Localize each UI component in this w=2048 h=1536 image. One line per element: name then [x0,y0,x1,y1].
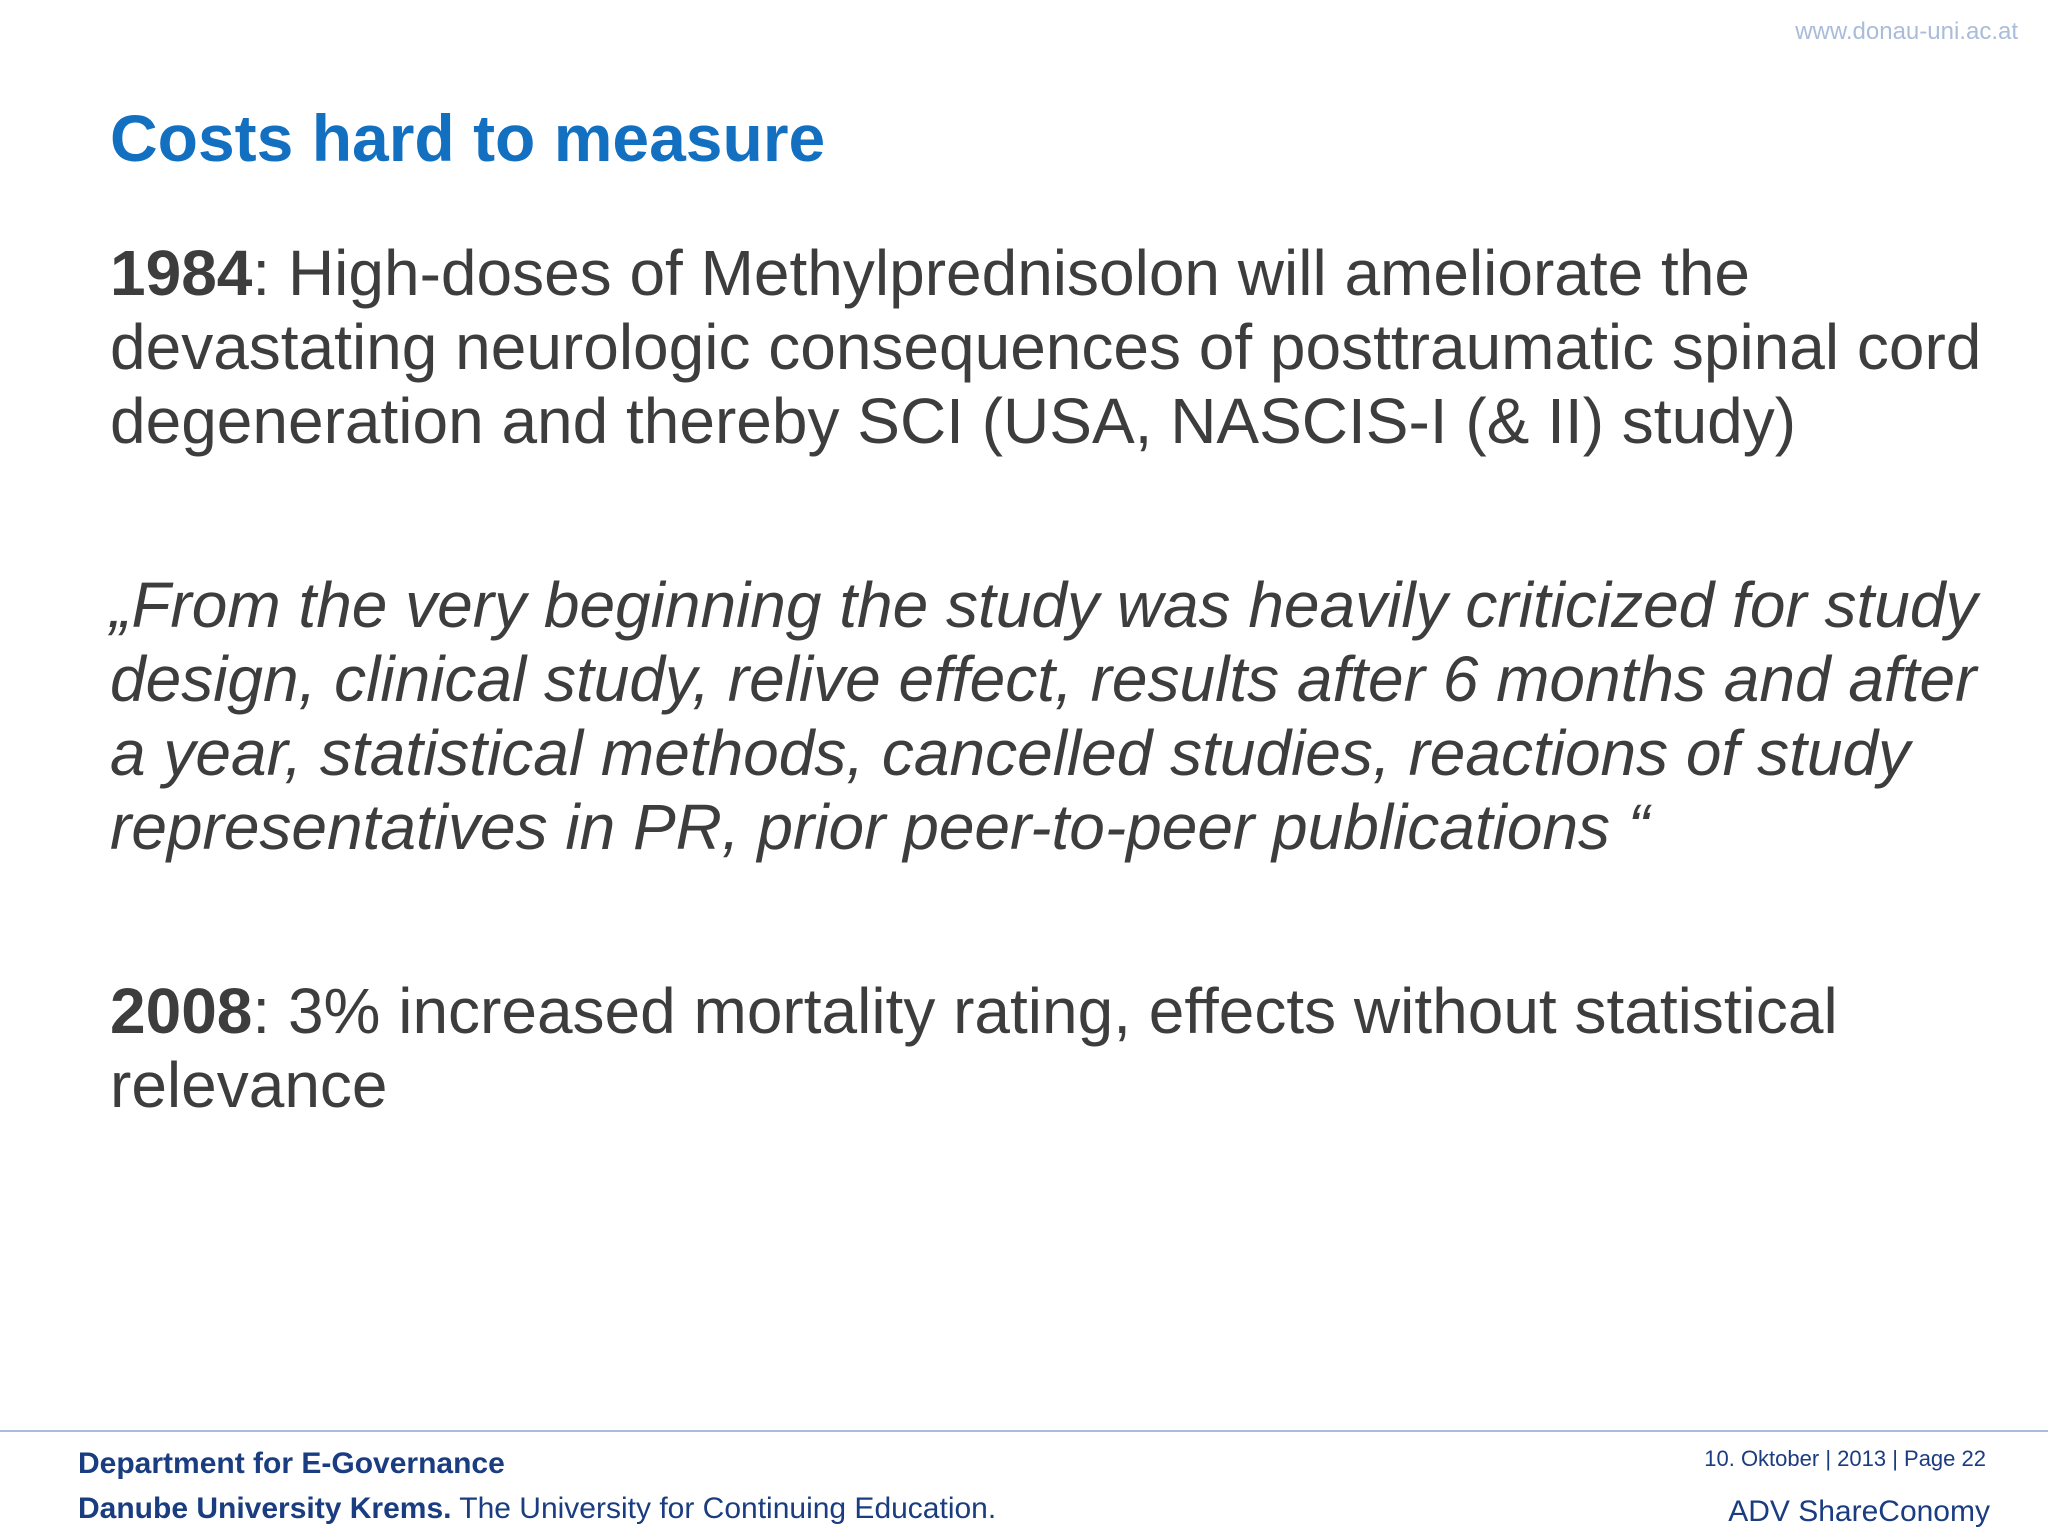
footer-project-name: ADV ShareConomy [1728,1495,1990,1528]
year-1984: 1984 [110,237,253,309]
year-2008: 2008 [110,975,253,1047]
slide-title: Costs hard to measure [110,101,826,175]
footer-date-page: 10. Oktober | 2013 | Page 22 [1704,1446,1986,1471]
slide-content [110,236,1990,1122]
footer-university [78,1492,996,1526]
paragraph-2008-text: : 3% increased mortality rating, effects without statistical relevance [110,975,1838,1121]
criticism-quote: „From the very beginning the study was heavily criticized for study design, clinical study, relive effect, results after 6 months and after a year, statistical methods, cancelled studies, reactions of study representatives in PR, prior peer-to-peer publications “ [110,569,1978,863]
paragraph-2008 [110,974,1990,1122]
footer-university-name: Danube University Krems. [78,1492,452,1525]
footer-university-tagline: The University for Continuing Education. [451,1492,997,1525]
website-url: www.donau-uni.ac.at [1795,18,2018,45]
footer-department: Department for E-Governance [78,1447,505,1480]
footer-divider [0,1430,2048,1432]
paragraph-1984 [110,236,1990,458]
paragraph-1984-text: : High-doses of Methylprednisolon will ameliorate the devastating neurologic consequences of posttraumatic spinal cord degeneration and thereby SCI (USA, NASCIS-I (& II) study) [110,237,1982,457]
